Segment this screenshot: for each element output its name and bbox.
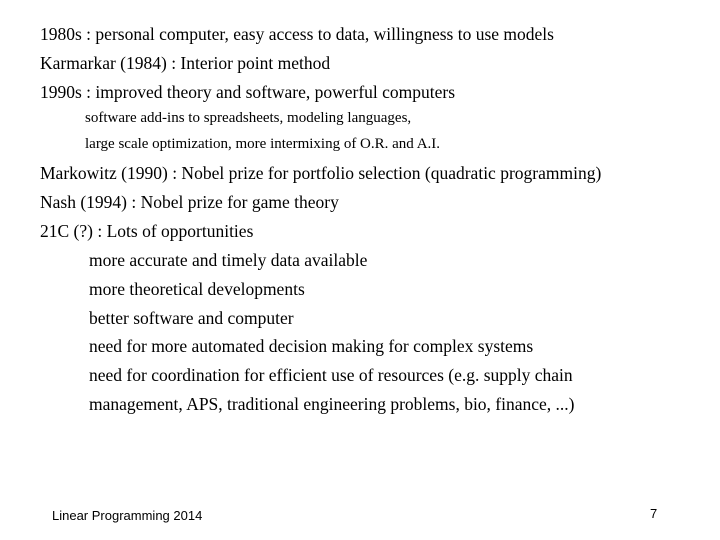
- history-line-markowitz: Markowitz (1990) : Nobel prize for portfolio selection (quadratic programming): [40, 163, 602, 183]
- opportunity-item: more theoretical developments: [89, 279, 305, 299]
- history-line-1990s: 1990s : improved theory and software, powerful computers: [40, 82, 456, 102]
- opportunity-item: more accurate and timely data available: [89, 250, 368, 270]
- footer-course-title: Linear Programming 2014: [52, 508, 203, 523]
- history-line-karmarkar: Karmarkar (1984) : Interior point method: [40, 53, 331, 73]
- opportunity-item: need for coordination for efficient use of resources (e.g. supply chain: [89, 365, 573, 385]
- sub-line-large-scale: large scale optimization, more intermixing of O.R. and A.I.: [85, 136, 441, 152]
- opportunity-item: need for more automated decision making for complex systems: [89, 336, 534, 356]
- page-number: 7: [650, 506, 658, 521]
- history-line-nash: Nash (1994) : Nobel prize for game theory: [40, 192, 339, 212]
- sub-line-software-addins: software add-ins to spreadsheets, modeling languages,: [85, 110, 412, 126]
- opportunity-item: better software and computer: [89, 308, 294, 328]
- history-line-1980s: 1980s : personal computer, easy access to data, willingness to use models: [40, 24, 554, 44]
- opportunity-item-continued: management, APS, traditional engineering problems, bio, finance, ...): [89, 394, 575, 414]
- history-line-21c: 21C (?) : Lots of opportunities: [40, 221, 254, 241]
